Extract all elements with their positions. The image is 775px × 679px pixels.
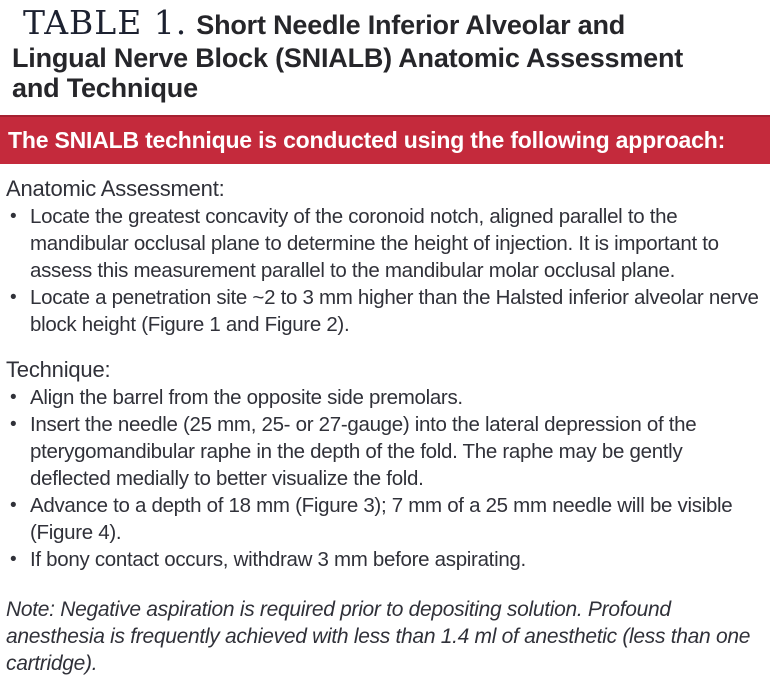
- list-item: • Advance to a depth of 18 mm (Figure 3); 7 mm of a 25 mm needle will be visible (Figure 4).: [6, 492, 767, 546]
- footnote-text: Note: Negative aspiration is required prior to depositing solution. Profound anesthesia is frequently achieved with less than 1.4 ml of anesthetic (less than one cartridge).: [6, 598, 751, 675]
- technique-heading: Technique:: [6, 357, 111, 382]
- list-item: • Align the barrel from the opposite side premolars.: [6, 384, 767, 411]
- section-technique: [0, 356, 775, 573]
- list-item: • Locate the greatest concavity of the coronoid notch, aligned parallel to the mandibular occlusal plane to determine the height of injection. It is important to assess this measurement parallel to the mandibular molar occlusal plane.: [6, 203, 767, 284]
- technique-list: [6, 384, 767, 573]
- title-text-line-1: Short Needle Inferior Alveolar and: [196, 10, 626, 40]
- title-line-1: [12, 5, 735, 43]
- anatomic-assessment-heading: Anatomic Assessment:: [6, 176, 225, 201]
- list-item: • Insert the needle (25 mm, 25- or 27-gauge) into the lateral depression of the pterygomandibular raphe in the depth of the fold. The raphe may be gently deflected medially to better visualize the fold.: [6, 411, 767, 492]
- table-number-label: TABLE 1.: [23, 3, 188, 42]
- title-line-2: Lingual Nerve Block (SNIALB) Anatomic Assessment: [12, 43, 684, 73]
- technique-banner: [0, 115, 770, 164]
- title-line-3: and Technique: [12, 73, 198, 103]
- list-item: • If bony contact occurs, withdraw 3 mm before aspirating.: [6, 546, 767, 573]
- list-item: • Locate a penetration site ~2 to 3 mm higher than the Halsted inferior alveolar nerve block height (Figure 1 and Figure 2).: [6, 284, 767, 338]
- technique-banner-text: The SNIALB technique is conducted using the following approach:: [8, 127, 726, 153]
- section-anatomic-assessment: [0, 175, 775, 338]
- page-title: [0, 0, 775, 103]
- anatomic-assessment-list: [6, 203, 767, 338]
